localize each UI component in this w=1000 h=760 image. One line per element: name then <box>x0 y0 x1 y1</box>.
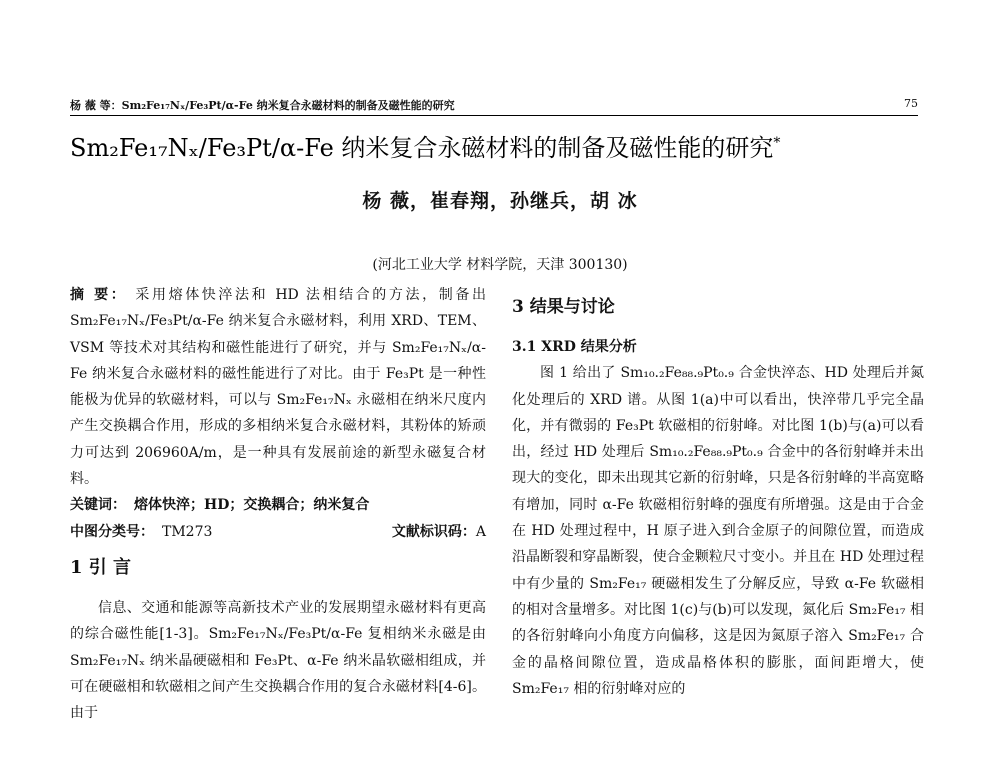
classification-label: 中图分类号： <box>70 523 154 540</box>
section-1-heading: 1 引 言 <box>70 556 132 578</box>
section-1-text: 信息、交通和能源等高新技术产业的发展期望永磁材料有更高的综合磁性能[1-3]。Sm₂Fe₁₇Nₓ/Fe₃Pt/α-Fe 复相纳米永磁是由 Sm₂Fe₁₇Nₓ 纳米晶硬磁相和 Fe₃Pt、α-Fe 纳米晶软磁相组成，并可在硬磁相和软磁相之间产生交换耦合作用的复合永磁材料[4-6]。由于 <box>70 599 486 722</box>
abstract-label: 摘 要： <box>70 287 128 303</box>
abstract-text: 采用熔体快淬法和 HD 法相结合的方法，制备出 Sm₂Fe₁₇Nₓ/Fe₃Pt/α-Fe 纳米复合永磁材料，利用 XRD、TEM、VSM 等技术对其结构和磁性能进行了研究，并与 Sm₂Fe₁₇Nₓ/α-Fe 纳米复合永磁材料的磁性能进行了对比。由于 Fe₃Pt 是一种性能极为优异的软磁材料，可以与 Sm₂Fe₁₇Nₓ 永磁相在纳米尺度内产生交换耦合作用，形成的多相纳米复合永磁材料，其粉体的矫顽力可达到 206960A/m，是一种具有发展前途的新型永磁复合材料。 <box>70 287 486 488</box>
left-column <box>70 282 486 726</box>
page-number: 75 <box>904 97 918 110</box>
title-footnote-mark: * <box>773 135 781 151</box>
authors: 杨 薇，崔春翔，孙继兵，胡 冰 <box>362 190 638 212</box>
keywords-label: 关键词： <box>70 497 126 514</box>
section-3-1-text: 图 1 给出了 Sm₁₀.₂Fe₈₈.₉Pt₀.₉ 合金快淬态、HD 处理后并氮化处理后的 XRD 谱。从图 1(a)中可以看出，快淬带几乎完全晶化，并有微弱的 Fe₃Pt 软磁相的衍射峰。对比图 1(b)与(a)可以看出，经过 HD 处理后 Sm₁₀.₂Fe₈₈.₉Pt₀.₉ 合金中的各衍射峰并未出现大的变化，即未出现其它新的衍射峰，只是各衍射峰的半高宽略有增加，同时 α-Fe 软磁相衍射峰的强度有所增强。这是由于合金在 HD 处理过程中，H 原子进入到合金原子的间隙位置，而造成沿晶断裂和穿晶断裂，使合金颗粒尺寸变小。并且在 HD 处理过程中有少量的 Sm₂Fe₁₇ 硬磁相发生了分解反应，导致 α-Fe 软磁相的相对含量增多。对比图 1(c)与(b)可以发现，氮化后 Sm₂Fe₁₇ 相的各衍射峰向小角度方向偏移，这是因为氮原子溶入 Sm₂Fe₁₇ 合金的晶格间隙位置，造成晶格体积的膨胀，面间距增大，使 Sm₂Fe₁₇ 相的衍射峰对应的 <box>512 365 924 697</box>
paper-title <box>70 126 940 165</box>
paper-title-text: Sm₂Fe₁₇Nₓ/Fe₃Pt/α-Fe 纳米复合永磁材料的制备及磁性能的研究 <box>70 134 774 162</box>
classification-row <box>70 519 486 545</box>
subsection-3-1-heading: 3.1 XRD 结果分析 <box>512 339 637 355</box>
doc-code-value: A <box>475 523 486 540</box>
keywords <box>70 492 486 518</box>
keywords-text: 熔体快淬；HD；交换耦合；纳米复合 <box>134 497 370 514</box>
abstract <box>70 282 486 492</box>
running-title: 杨 薇 等：Sm₂Fe₁₇Nₓ/Fe₃Pt/α-Fe 纳米复合永磁材料的制备及磁性能的研究 <box>70 99 455 112</box>
running-header <box>70 97 918 116</box>
right-column <box>512 282 924 702</box>
doc-code-label: 文献标识码： <box>391 523 476 540</box>
classification-value: TM273 <box>162 523 213 540</box>
section-3-heading: 3 结果与讨论 <box>512 297 615 317</box>
affiliation: (河北工业大学 材料学院，天津 300130) <box>372 257 628 273</box>
